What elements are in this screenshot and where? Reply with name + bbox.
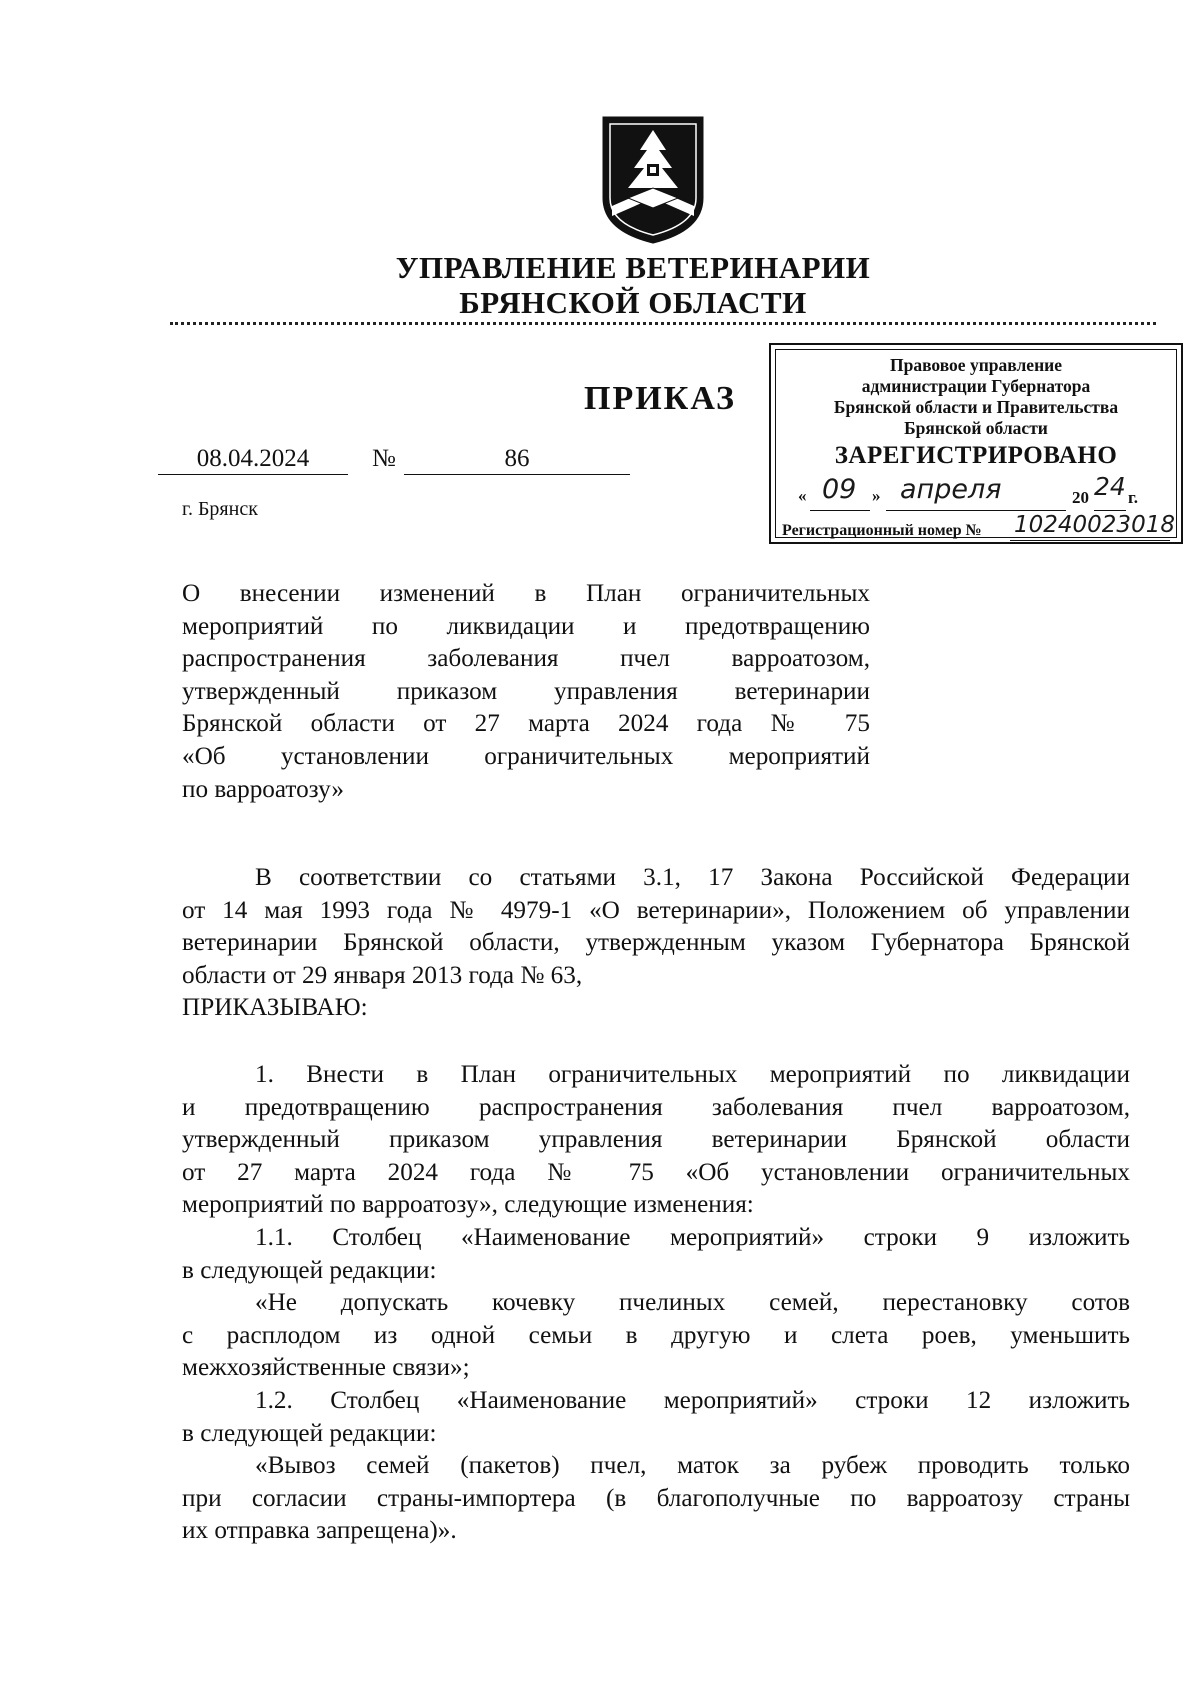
subject-line: «Об установлении ограничительных мероприятий bbox=[182, 742, 870, 770]
order-line: при согласии страны-импортера (в благополучные по варроатозу страны bbox=[182, 1484, 1130, 1512]
stamp-day-underline bbox=[810, 510, 870, 511]
preamble-line: ветеринарии Брянской области, утвержденным указом Губернатора Брянской bbox=[182, 929, 1130, 957]
coat-of-arms-emblem bbox=[598, 114, 708, 246]
order-line: мероприятий по варроатозу», следующие изменения: bbox=[182, 1191, 754, 1219]
order-verb: ПРИКАЗЫВАЮ: bbox=[182, 994, 368, 1022]
stamp-reg-number-underline bbox=[1010, 540, 1170, 541]
document-number: 86 bbox=[404, 444, 630, 475]
order-line: в следующей редакции: bbox=[182, 1419, 437, 1447]
order-line: 1. Внести в План ограничительных мероприятий по ликвидации bbox=[255, 1061, 1130, 1088]
stamp-org-line: администрации Губернатора bbox=[861, 376, 1091, 396]
subject-line: утвержденный приказом управления ветеринарии bbox=[182, 677, 870, 705]
header-divider bbox=[170, 322, 1156, 325]
order-line: с расплодом из одной семьи в другую и слета роев, уменьшить bbox=[182, 1321, 1130, 1349]
subject-line: распространения заболевания пчел варроатозом, bbox=[182, 645, 870, 673]
order-line: межхозяйственные связи»; bbox=[182, 1354, 470, 1382]
document-title: ПРИКАЗ bbox=[584, 380, 736, 417]
order-line: 1.1. Столбец «Наименование мероприятий» строки 9 изложить bbox=[255, 1223, 1130, 1251]
order-line: их отправка запрещена)». bbox=[182, 1517, 457, 1545]
order-items bbox=[182, 1059, 1130, 1548]
stamp-year-prefix: 20 bbox=[1072, 488, 1089, 507]
stamp-quote-open: « bbox=[798, 486, 807, 505]
subject-line: Брянской области от 27 марта 2024 года № 75 bbox=[182, 710, 870, 738]
order-line: и предотвращению распространения заболевания пчел варроатозом, bbox=[182, 1093, 1130, 1121]
order-line: 1.2. Столбец «Наименование мероприятий» строки 12 изложить bbox=[255, 1386, 1130, 1414]
order-subject bbox=[182, 578, 870, 806]
document-date: 08.04.2024 bbox=[158, 444, 348, 475]
stamp-year-handwritten: 24 bbox=[1094, 472, 1126, 501]
stamp-org-line: Брянской области и Правительства bbox=[833, 397, 1119, 417]
subject-line: по варроатозу» bbox=[182, 775, 344, 803]
preamble-line: от 14 мая 1993 года № 4979-1 «О ветеринарии», Положением об управлении bbox=[182, 896, 1130, 924]
document-city: г. Брянск bbox=[182, 498, 258, 520]
stamp-year-unit: г. bbox=[1128, 488, 1139, 507]
stamp-month-underline bbox=[886, 510, 1066, 511]
stamp-reg-number-handwritten: 10240023018 bbox=[1014, 512, 1175, 538]
preamble-line: В соответствии со статьями 3.1, 17 Закона Российской Федерации bbox=[255, 864, 1130, 891]
stamp-reg-number-label: Регистрационный номер № bbox=[782, 522, 982, 539]
stamp-org-line: Правовое управление bbox=[889, 355, 1063, 375]
order-preamble bbox=[182, 862, 1130, 1025]
stamp-org-line: Брянской области bbox=[904, 418, 1048, 438]
stamp-quote-close: » bbox=[872, 486, 881, 505]
stamp-inner-frame bbox=[775, 349, 1177, 538]
registration-stamp bbox=[769, 343, 1183, 544]
stamp-registered-label: ЗАРЕГИСТРИРОВАНО bbox=[834, 442, 1118, 469]
subject-line: мероприятий по ликвидации и предотвращению bbox=[182, 612, 870, 640]
order-line: в следующей редакции: bbox=[182, 1256, 437, 1284]
stamp-month-handwritten: апреля bbox=[900, 474, 1002, 505]
order-line: утвержденный приказом управления ветеринарии Брянской области bbox=[182, 1126, 1130, 1154]
subject-line: О внесении изменений в План ограничительных bbox=[182, 580, 870, 607]
organization-name-line2: БРЯНСКОЙ ОБЛАСТИ bbox=[459, 285, 807, 320]
order-line: от 27 марта 2024 года № 75 «Об установлении ограничительных bbox=[182, 1158, 1130, 1186]
preamble-line: области от 29 января 2013 года № 63, bbox=[182, 961, 583, 989]
order-line: «Вывоз семей (пакетов) пчел, маток за рубеж проводить только bbox=[255, 1452, 1130, 1480]
order-line: «Не допускать кочевку пчелиных семей, перестановку сотов bbox=[255, 1289, 1130, 1317]
organization-name-line1: УПРАВЛЕНИЕ ВЕТЕРИНАРИИ bbox=[395, 250, 871, 285]
stamp-year-underline bbox=[1094, 510, 1126, 511]
number-sign: № bbox=[372, 445, 396, 472]
stamp-day-handwritten: 09 bbox=[822, 474, 857, 505]
